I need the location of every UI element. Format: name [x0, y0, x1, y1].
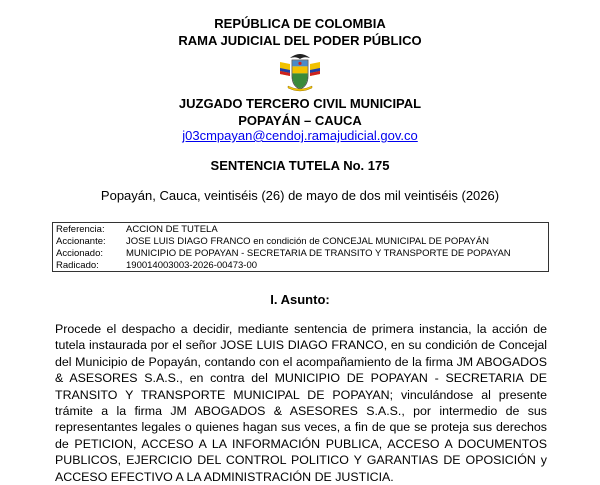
reference-value: MUNICIPIO DE POPAYAN - SECRETARIA DE TRANSITO Y TRANSPORTE DE POPAYAN	[123, 247, 549, 259]
reference-value: 190014003003-2026-00473-00	[123, 259, 549, 272]
reference-table	[52, 222, 549, 272]
date-line: Popayán, Cauca, veintiséis (26) de mayo de dos mil veintiséis (2026)	[100, 188, 500, 203]
court-email-link[interactable]: j03cmpayan@cendoj.ramajudicial.gov.co	[182, 128, 418, 143]
reference-label: Accionado:	[53, 247, 124, 259]
reference-row	[53, 223, 549, 236]
reference-value: ACCION DE TUTELA	[123, 223, 549, 236]
sentence-title: SENTENCIA TUTELA No. 175	[210, 158, 390, 173]
section-title: I. Asunto:	[270, 292, 330, 307]
reference-label: Accionante:	[53, 235, 124, 247]
header-republic: REPÚBLICA DE COLOMBIA	[214, 16, 386, 31]
reference-label: Referencia:	[53, 223, 124, 236]
reference-row	[53, 235, 549, 247]
reference-row	[53, 247, 549, 259]
colombia-coat-of-arms-icon	[274, 50, 326, 92]
reference-label: Radicado:	[53, 259, 124, 272]
reference-row	[53, 259, 549, 272]
body-paragraph: Procede el despacho a decidir, mediante sentencia de primera instancia, la acción de tutela instaurada por el señor JOSE LUIS DIAGO FRANCO, en su condición de Concejal del Municipio de Popayán, contando con el acompañamiento de la firma JM ABOGADOS & ASESORES S.A.S., en contra del MUNICIPIO DE POPAYAN - SECRETARIA DE TRANSITO Y TRANSPORTE MUNICIPAL DE POPAYAN; vinculándose al presente trámite a la firma JM ABOGADOS & ASESORES S.A.S., por intermedio de sus representantes legales o quienes hagan sus veces, a fin de que se proteja sus derechos de PETICION, ACCESO A LA INFORMACIÓN PUBLICA, ACCESO A DOCUMENTOS PUBLICOS, EJERCICIO DEL CONTROL POLITICO Y GARANTIAS DE OPOSICIÓN y ACCESO EFECTIVO A LA ADMINISTRACIÓN DE JUSTICIA.	[55, 322, 547, 484]
header-judicial-branch: RAMA JUDICIAL DEL PODER PÚBLICO	[178, 33, 422, 48]
reference-value: JOSE LUIS DIAGO FRANCO en condición de CONCEJAL MUNICIPAL DE POPAYÁN	[123, 235, 549, 247]
court-name: JUZGADO TERCERO CIVIL MUNICIPAL	[178, 96, 422, 111]
court-city: POPAYÁN – CAUCA	[238, 113, 362, 128]
